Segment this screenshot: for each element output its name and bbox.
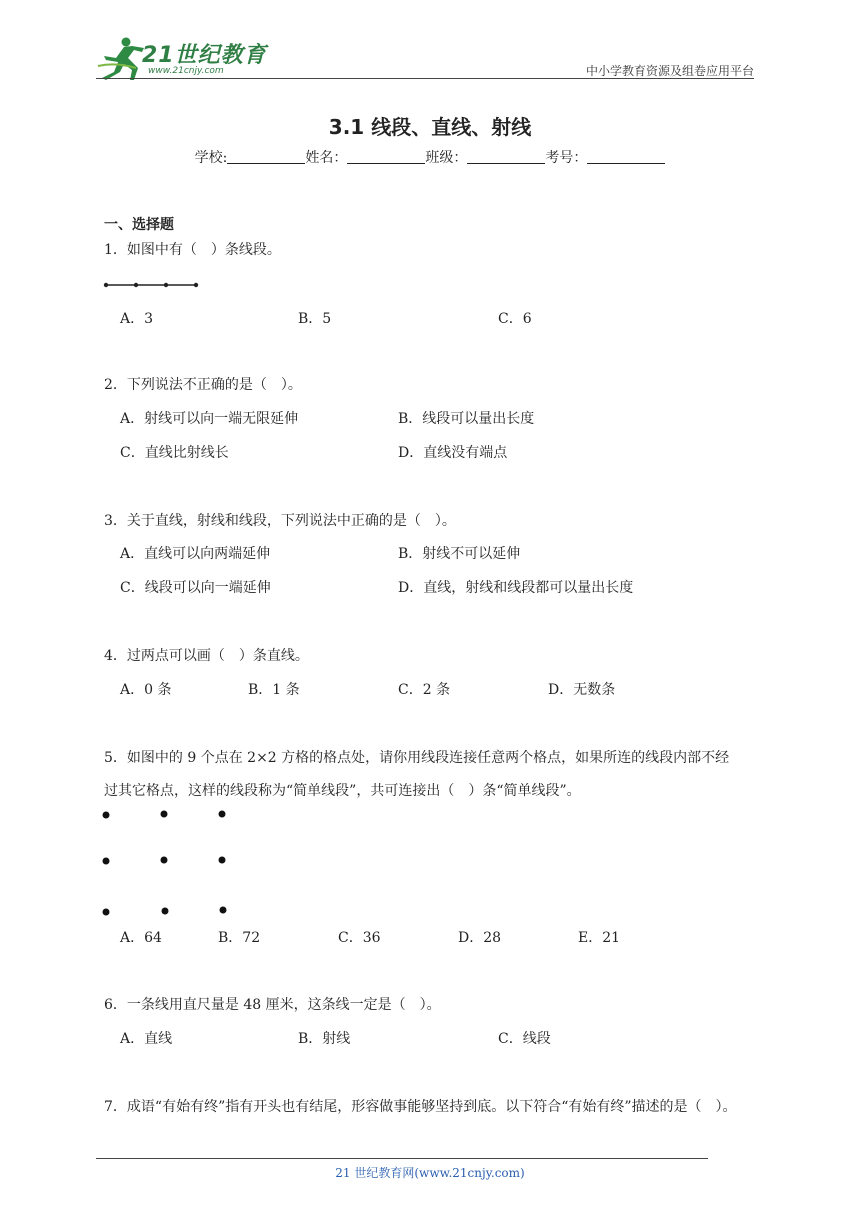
segment-figure [100, 278, 204, 292]
school-label: 学校: [194, 150, 228, 166]
question-3-option-c[interactable]: C．线段可以向一端延伸 [120, 580, 271, 596]
question-2-option-d[interactable]: D．直线没有端点 [398, 445, 508, 461]
question-3-option-d[interactable]: D．直线，射线和线段都可以量出长度 [398, 580, 634, 596]
question-1-option-a[interactable]: A．3 [120, 311, 154, 327]
question-3-option-a[interactable]: A．直线可以向两端延伸 [120, 546, 271, 562]
question-1-option-b[interactable]: B．5 [298, 311, 332, 327]
student-info [0, 147, 860, 167]
class-label: 班级： [425, 150, 468, 166]
question-1-option-c[interactable]: C．6 [498, 311, 532, 327]
question-5-option-b[interactable]: B．72 [218, 930, 261, 946]
question-5-option-a[interactable]: A．64 [120, 930, 162, 946]
footer-link[interactable]: 21 世纪教育网(www.21cnjy.com) [335, 1166, 525, 1180]
question-6-option-a[interactable]: A．直线 [120, 1031, 173, 1047]
question-7-stem: 7．成语“有始有终”指有开头也有结尾，形容做事能够坚持到底。以下符合“有始有终”描述的是（ ）。 [104, 1099, 737, 1115]
question-4-option-c[interactable]: C．2 条 [398, 682, 451, 698]
question-6-option-c[interactable]: C．线段 [498, 1031, 551, 1047]
question-5-stem-line-2: 过其它格点，这样的线段称为“简单线段”，共可连接出（ ）条“简单线段”。 [104, 783, 581, 799]
question-5-option-c[interactable]: C．36 [338, 930, 381, 946]
school-blank[interactable] [227, 149, 305, 164]
question-3-stem: 3．关于直线，射线和线段，下列说法中正确的是（ ）。 [104, 513, 456, 529]
platform-name: 中小学教育资源及组卷应用平台 [585, 64, 754, 78]
page-title: 3.1 线段、直线、射线 [328, 115, 532, 139]
question-2-option-a[interactable]: A．射线可以向一端无限延伸 [120, 411, 299, 427]
question-4-option-a[interactable]: A．0 条 [120, 682, 172, 698]
footer-divider [96, 1158, 708, 1159]
section-heading: 一、选择题 [104, 217, 174, 233]
logo-url: www.21cnjy.com [148, 66, 224, 76]
header-divider [96, 78, 754, 79]
question-4-option-b[interactable]: B．1 条 [248, 682, 300, 698]
logo-text: 21世纪教育 [142, 43, 267, 68]
question-2-stem: 2．下列说法不正确的是（ ）。 [104, 377, 302, 393]
dot-grid-figure [96, 804, 236, 924]
class-blank[interactable] [467, 149, 545, 164]
question-6-stem: 6．一条线用直尺量是 48 厘米，这条线一定是（ ）。 [104, 997, 441, 1013]
question-3-option-b[interactable]: B．射线不可以延伸 [398, 546, 521, 562]
question-5-option-e[interactable]: E．21 [578, 930, 621, 946]
question-6-option-b[interactable]: B．射线 [298, 1031, 351, 1047]
question-2-option-b[interactable]: B．线段可以量出长度 [398, 411, 535, 427]
question-4-stem: 4．过两点可以画（ ）条直线。 [104, 648, 309, 664]
question-5-option-d[interactable]: D．28 [458, 930, 502, 946]
exam-number-blank[interactable] [587, 149, 665, 164]
question-1-stem: 1．如图中有（ ）条线段。 [104, 242, 281, 258]
question-5-stem-line-1: 5．如图中的 9 个点在 2×2 方格的格点处，请你用线段连接任意两个格点，如果所连的线段内部不经 [104, 750, 730, 766]
question-4-option-d[interactable]: D．无数条 [548, 682, 616, 698]
name-blank[interactable] [347, 149, 425, 164]
question-2-option-c[interactable]: C．直线比射线长 [120, 445, 229, 461]
name-label: 姓名： [305, 150, 348, 166]
exam-number-label: 考号： [545, 150, 588, 166]
